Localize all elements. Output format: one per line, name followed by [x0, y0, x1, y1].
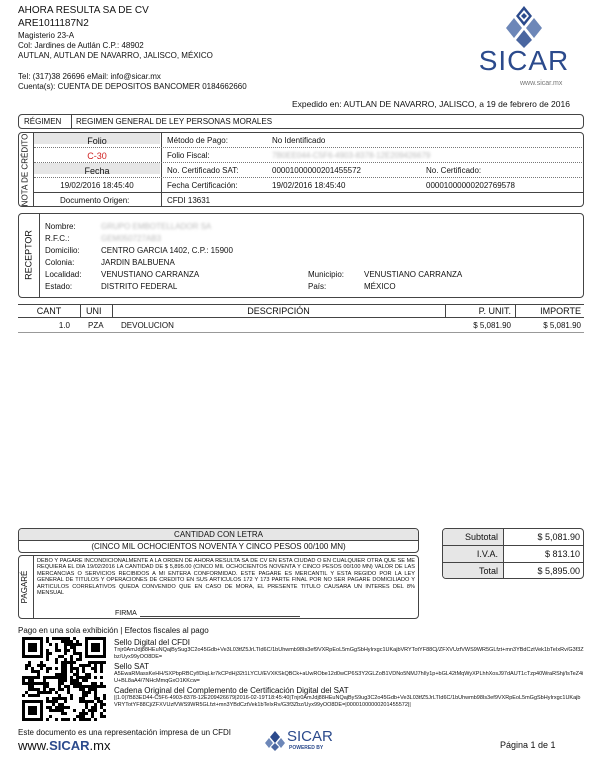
- amount-words-value: (CINCO MIL OCHOCIENTOS NOVENTA Y CINCO PESOS 00/100 MN): [91, 542, 346, 551]
- promissory-side-label: PAGARÉ: [20, 570, 29, 604]
- printed-note: Este documento es una representación impresa de un CFDI: [18, 728, 232, 737]
- credit-note-side-label: NOTA DE CRÉDITO: [20, 133, 30, 207]
- origin-doc-value: CFDI 13631: [167, 196, 211, 205]
- cfdi-seal-value: Tnjr0AmJdj88HEuNQajBySug3C2o45Gdb+Ve3L03tfZ5JrLTId6C/1bUhwmb98Is3ef9VXRpEoL5mGgSbHyIrxgc1UKajbVRYTotYF88Cj/ZFXVUzfVWS9WR5GLfzt+mn3YBdCztVek1bTeIxRv/G3f3Zbz/Uyx99yOO8DE=: [114, 647, 584, 660]
- sicar-logo-icon: [474, 4, 574, 48]
- receiver-colony-value: JARDIN BALBUENA: [101, 258, 175, 267]
- sicar-logo-text: SICAR: [478, 45, 570, 76]
- iva-label: I.V.A.: [476, 549, 498, 559]
- receiver-rfc-value: GEM050727AB3: [101, 234, 162, 243]
- iva-value: $ 813.10: [544, 549, 580, 559]
- qr-code-icon: [22, 637, 106, 721]
- sat-seal-label: Sello SAT: [114, 662, 149, 671]
- receiver-name-value: GRUPO EMBOTELLADOR SA: [101, 222, 212, 231]
- receiver-side-label: RECEPTOR: [23, 230, 34, 280]
- receiver-address-label: Domicilio:: [45, 246, 80, 255]
- regime-label: RÉGIMEN: [24, 117, 62, 126]
- cfdi-seal-label: Sello Digital del CFDI: [114, 638, 191, 647]
- receiver-state-label: Estado:: [45, 282, 73, 291]
- folio-label: Folio: [87, 136, 107, 146]
- sat-seal-value: A5EwaRMassKeHH/SXPbpRBCyf/DiqLkr7kCPdHj32t1LYCU/EVXKSkQBCk+aUwRObe12d0wCP6S3Y2GLZoB1VDNo5NMJ7hIly1p+bGL42tMqWyXPLhhXosJ97dAUT1cTzp40WraRShj/IsTeZ4iU+BL8aA4/7NHcMmqGxO1KKcw=: [114, 671, 584, 684]
- issuer-name: AHORA RESULTA SA DE CV: [18, 5, 149, 16]
- receiver-state-value: DISTRITO FEDERAL: [101, 282, 178, 291]
- qr-code: [22, 637, 106, 721]
- total-label: Total: [478, 566, 498, 576]
- receiver-address-value: CENTRO GARCIA 1402, C.P.: 15900: [101, 246, 233, 255]
- date-value: 19/02/2016 18:45:40: [60, 181, 134, 190]
- sat-cert-label: No. Certificado SAT:: [167, 166, 239, 175]
- date-label: Fecha: [84, 166, 110, 176]
- col-unit: UNI: [86, 306, 102, 316]
- issuer-city: AUTLAN, AUTLAN DE NAVARRO, JALISCO, MÉXICO: [18, 51, 213, 60]
- row-price: $ 5,081.90: [473, 321, 511, 330]
- cert-date-value: 19/02/2016 18:45:40: [272, 181, 346, 190]
- sicar-mini-icon: [265, 731, 285, 751]
- issuer-phone-email: Tel: (317)38 26696 eMail: info@sicar.mx: [18, 72, 161, 81]
- signature-label: FIRMA: [115, 610, 137, 617]
- footer-url: [18, 738, 110, 754]
- payment-method-value: No Identificado: [272, 136, 326, 145]
- original-chain-label: Cadena Original del Complemento de Certificación Digital del SAT: [114, 686, 349, 695]
- receiver-locality-value: VENUSTIANO CARRANZA: [101, 270, 200, 279]
- receiver-name-label: Nombre:: [45, 222, 76, 231]
- col-price: P. UNIT.: [478, 306, 511, 316]
- fiscal-folio-label: Folio Fiscal:: [167, 151, 210, 160]
- col-qty: CANT: [36, 306, 62, 316]
- powered-by-logo: [265, 729, 355, 753]
- footer-url-prefix: www.: [18, 738, 50, 753]
- footer-url-brand: SICAR: [49, 738, 90, 753]
- receiver-municipality-value: VENUSTIANO CARRANZA: [364, 270, 463, 279]
- fiscal-folio-value: 7B0EE044-C5F6-4903-8378-12E209426679: [272, 151, 431, 160]
- receiver-municipality-label: Municipio:: [308, 270, 345, 279]
- amount-words-title: CANTIDAD CON LETRA: [174, 530, 263, 539]
- receiver-locality-label: Localidad:: [45, 270, 82, 279]
- cert-value: 00001000000202769578: [426, 181, 515, 190]
- row-qty: 1.0: [58, 321, 70, 330]
- row-unit: PZA: [88, 321, 104, 330]
- folio-value: C-30: [87, 151, 107, 161]
- powered-by-text: POWERED BY: [289, 745, 324, 751]
- receiver-country-label: País:: [308, 282, 327, 291]
- origin-doc-label: Documento Origen:: [60, 196, 130, 205]
- subtotal-value: $ 5,081.90: [537, 532, 580, 542]
- sat-cert-value: 00001000000201455572: [272, 166, 361, 175]
- regime-value: REGIMEN GENERAL DE LEY PERSONAS MORALES: [76, 117, 273, 126]
- receiver-colony-label: Colonia:: [45, 258, 75, 267]
- promissory-text: DEBO Y PAGARE INCONDICIONALMENTE A LA ORDEN DE AHORA RESULTA SA DE CV EN ESTA CIUDAD O EN CUALQUIER OTRA QUE SE ME REQUIERA EL DIA 19/02/2016 LA CANTIDAD DE $ 5,895.00 (CINCO MIL OCHOCIENTOS NOVENTA Y CINCO PESOS 00/100 MN) VALOR DE LAS MERCANCIAS O SERVICIOS RECIBIDOS A MI ENTERA CONFORMIDAD. ESTE PAGARE ES MERCANTIL Y ESTA REGIDO POR LA LEY GENERAL DE TITULOS Y OPERACIONES DE CREDITO EN SUS ARTICULOS 172 Y 173 PARTE FINAL POR NO SER PAGARE DOMICILIADO Y ARTICULOS CORRELATIVOS QUEDA CONVENIDO QUE EN CASO DE MORA, EL PRESENTE TITULO CAUSARA UN INTERES DEL 8% MENSUAL: [37, 558, 415, 597]
- cert-label: No. Certificado:: [426, 166, 482, 175]
- receiver-country-value: MÉXICO: [364, 282, 396, 291]
- issuer-colony: Col: Jardines de Autlán C.P.: 48902: [18, 41, 144, 50]
- page-number: Página 1 de 1: [500, 740, 556, 750]
- payment-method-label: Método de Pago:: [167, 136, 228, 145]
- receiver-rfc-label: R.F.C.:: [45, 234, 70, 243]
- row-amount: $ 5,081.90: [543, 321, 581, 330]
- payment-note: Pago en una sola exhibición | Efectos fiscales al pago: [18, 626, 209, 635]
- total-value: $ 5,895.00: [537, 566, 580, 576]
- sicar-logo: [474, 4, 574, 94]
- cert-date-label: Fecha Certificación:: [167, 181, 238, 190]
- issuer-accounts: Cuenta(s): CUENTA DE DEPOSITOS BANCOMER 0184662660: [18, 82, 247, 91]
- expedition-text: Expedido en: AUTLAN DE NAVARRO, JALISCO, a 19 de febrero de 2016: [292, 99, 570, 109]
- issuer-rfc: ARE1011187N2: [18, 18, 89, 29]
- powered-brand: SICAR: [287, 728, 333, 745]
- subtotal-label: Subtotal: [464, 532, 498, 542]
- col-amount: IMPORTE: [540, 306, 581, 316]
- original-chain-value: ||1.0|7B83ED44-C5F6-4903-8378-12E209426679|2016-02-19T18:45:40|Tnjr0AmJdj88HEuNQajByS9ug3C2o45Gdb+Ve3L03tfZ5JrLTId6C/1bUhwmb98Is3ef9VXRpEoL5mGgSbHyIrxgc1UKajbVRYTotYF88Cj/ZFXVUzfVWS9WR5GLfzt+mn3YBdCztVek1bTeIxRv/G3f3Zbz/Uyx99yOO8DE=|00001000000201455572||: [114, 695, 581, 708]
- issuer-street: Magisterio 23-A: [18, 31, 75, 40]
- col-desc: DESCRIPCIÓN: [247, 306, 310, 316]
- row-desc: DEVOLUCION: [121, 321, 174, 330]
- footer-url-suffix: .mx: [89, 738, 111, 753]
- sicar-logo-url: www.sicar.mx: [520, 80, 563, 87]
